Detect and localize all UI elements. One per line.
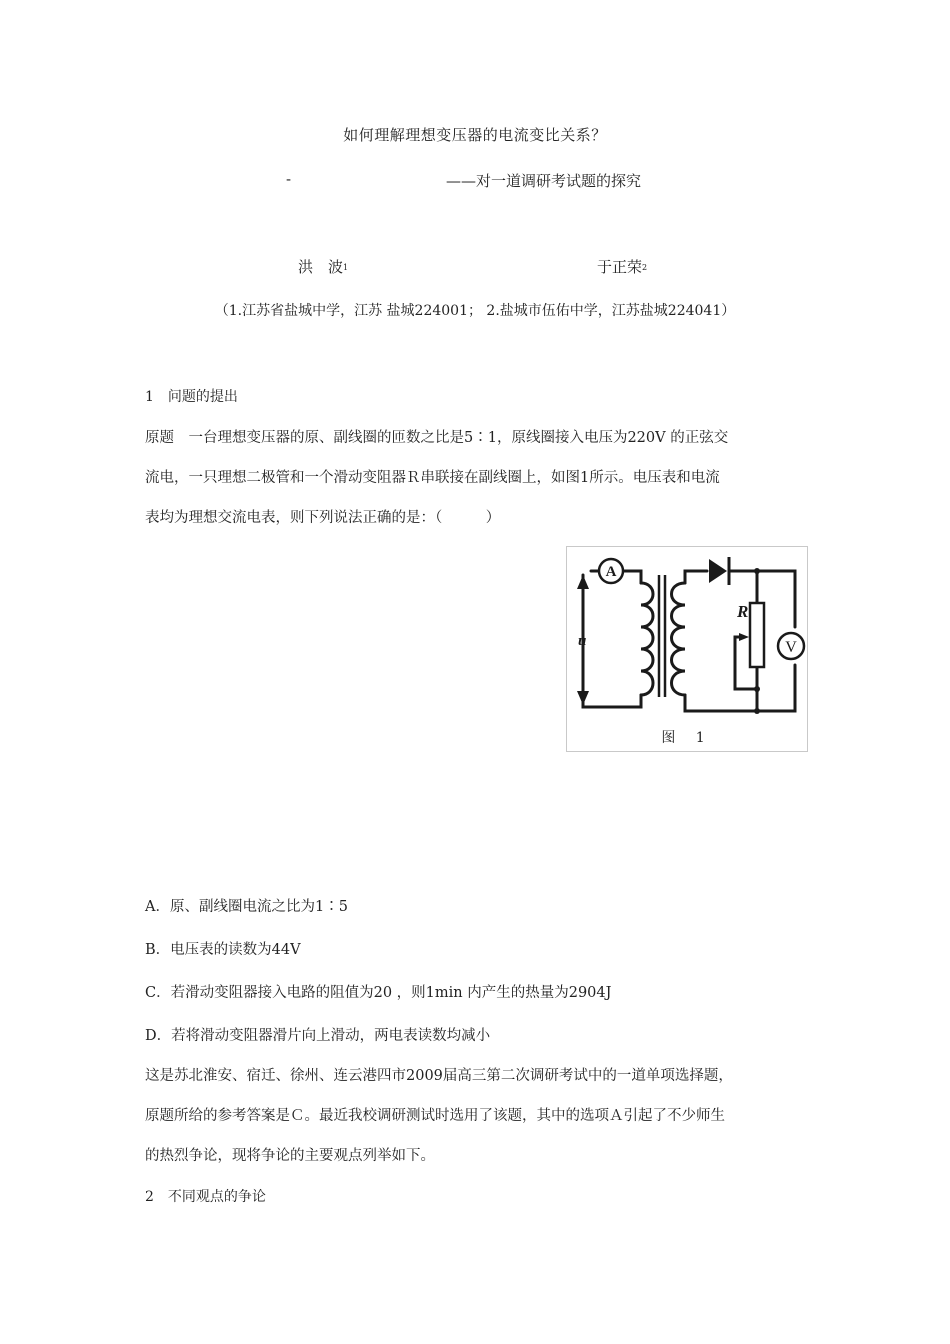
primary-wire [583,575,641,707]
text-line: 原题 一台理想变压器的原、副线圈的匝数之比是5∶1，原线圈接入电压为220V 的正弦交 [145,430,729,446]
resistor-icon [750,603,764,667]
resistor-label: R [737,602,749,621]
figure-caption: 图 1 [661,730,713,746]
dash-mark: - [286,170,292,188]
arrow-down-icon [577,691,589,705]
text-line: 的热烈争论，现将争论的主要观点列举如下。 [145,1148,435,1164]
author-name: 于正荣 [597,258,643,276]
author-affil-mark: 1 [343,263,349,272]
affiliation: （1.江苏省盐城中学，江苏 盐城224001； 2.盐城市伍佑中学，江苏盐城224041） [214,303,736,319]
text-line: 表均为理想交流电表，则下列说法正确的是：（ ） [145,510,501,526]
primary-wire [623,571,641,583]
diode-icon [709,559,727,583]
paper-title: 如何理解理想变压器的电流变比关系？ [343,126,607,144]
figure-1 [566,546,808,752]
text-line: 流电，一只理想二极管和一个滑动变阻器Ｒ串联接在副线圈上，如图1所示。电压表和电流 [145,470,720,486]
section-heading: 1 问题的提出 [145,389,238,405]
paper-subtitle: ——对一道调研考试题的探究 [446,172,642,190]
secondary-coil [672,583,686,695]
circuit-diagram [567,547,807,751]
arrow-up-icon [577,575,589,589]
option-d: D．若将滑动变阻器滑片向上滑动，两电表读数均减小 [145,1028,491,1044]
author-affil-mark: 2 [642,263,648,272]
section-heading: 2 不同观点的争论 [145,1189,266,1205]
author-name: 洪 波 [298,258,344,276]
secondary-wire [685,571,707,583]
text-line: 这是苏北淮安、宿迁、徐州、连云港四市2009届高三第二次调研考试中的一道单项选择题， [145,1068,733,1084]
voltage-label: u [578,633,587,649]
problem-statement [145,418,810,538]
text-line: 原题所给的参考答案是Ｃ。最近我校调研测试时选用了该题，其中的选项Ａ引起了不少师生 [145,1108,725,1124]
option-c: C．若滑动变阻器接入电路的阻值为20 ，则1min 内产生的热量为2904J [145,985,612,1001]
voltmeter-label: V [785,639,797,656]
ammeter-label: A [605,564,617,580]
primary-coil [641,583,653,695]
slider-arrow-icon [739,633,749,641]
author-2 [597,256,647,277]
author-1 [298,256,348,277]
option-b: B．电压表的读数为44V [145,942,301,958]
discussion-paragraph [145,1056,810,1176]
option-a: A．原、副线圈电流之比为1∶5 [145,899,348,915]
